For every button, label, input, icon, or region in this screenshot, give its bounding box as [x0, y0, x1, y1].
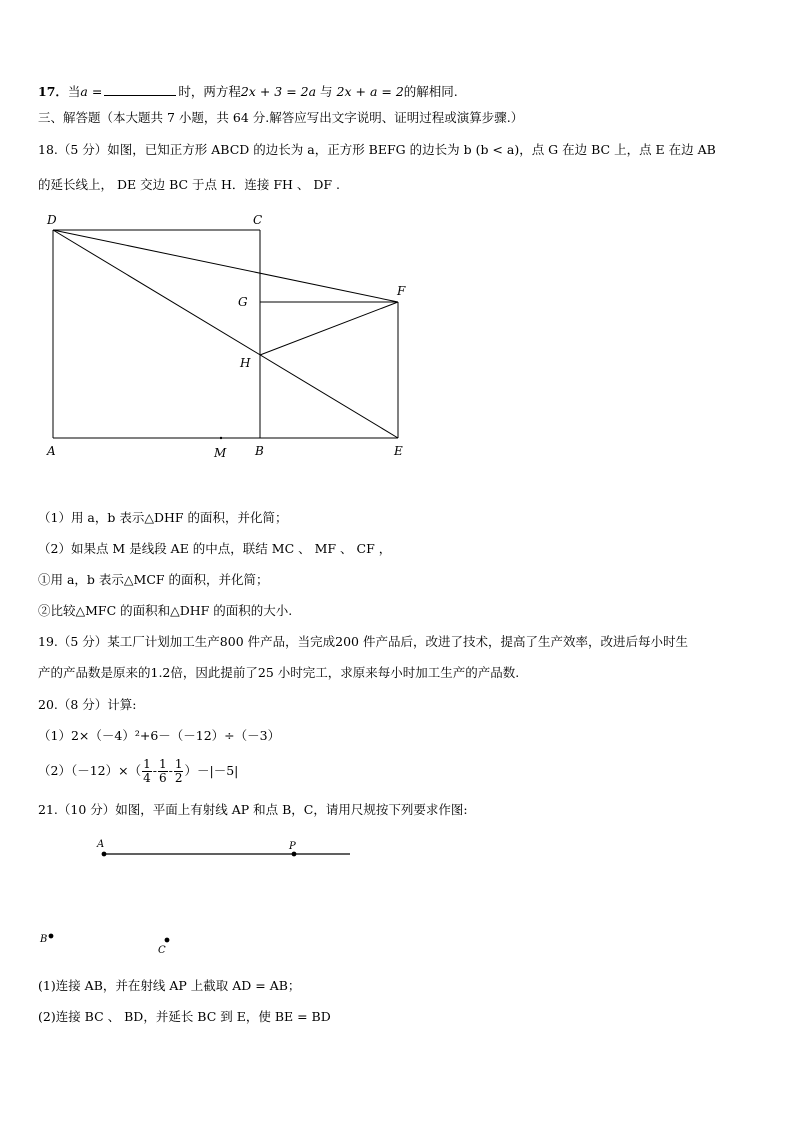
- label-E: E: [394, 444, 403, 458]
- q17-mid: 时，两方程: [178, 84, 241, 99]
- q19-text-line1: 19.（5 分）某工厂计划加工生产800 件产品，当完成200 件产品后，改进了技术，提高了生产效率，改进后每小时生: [38, 634, 688, 649]
- q21-text: 21.（10 分）如图，平面上有射线 AP 和点 B，C，请用尺规按下列要求作图:: [38, 802, 468, 817]
- label-C: C: [253, 213, 263, 227]
- q17-eq2: 2x + a = 2: [336, 84, 404, 99]
- q20-sub2-suffix: ）－|－5|: [184, 763, 239, 778]
- q21-figure: [0, 830, 794, 965]
- section-3-note: （本大题共 7 小题，共 64 分.解答应写出文字说明、证明过程或演算步骤.）: [100, 110, 524, 125]
- q18-sub2b: ②比较△MFC 的面积和△DHF 的面积的大小.: [38, 603, 293, 618]
- label-F: F: [397, 284, 406, 298]
- label-B2: B: [40, 934, 48, 945]
- label-D: D: [47, 213, 57, 227]
- segment-HF: [260, 302, 398, 355]
- q21-sub1: (1)连接 AB，并在射线 AP 上截取 AD = AB；: [38, 978, 301, 993]
- q17-suffix: 的解相同.: [403, 84, 458, 99]
- q18-figure: [0, 0, 794, 470]
- label-C2: C: [158, 945, 166, 956]
- label-A: A: [47, 444, 56, 458]
- fraction-3: $\frac{1}{2}$: [174, 757, 183, 785]
- fraction-2: $\frac{1}{6}$: [158, 757, 167, 785]
- fraction-1: $\frac{1}{4}$: [143, 757, 151, 785]
- label-H: H: [240, 356, 251, 370]
- point-B: [49, 934, 54, 939]
- q17-var: a =: [80, 84, 103, 99]
- q21-sub2: (2)连接 BC 、 BD，并延长 BC 到 E，使 BE = BD: [38, 1009, 331, 1024]
- q20-sub2: （2）（－12）×（ $\frac{1}{4}$ - $\frac{1}{6}$ - $\frac{1}{2}$ ）－|－5|: [38, 757, 239, 785]
- q18-sub1: （1）用 a，b 表示△DHF 的面积，并化简；: [38, 510, 288, 525]
- q18-text-line2: 的延长线上， DE 交边 BC 于点 H．连接 FH 、 DF .: [38, 177, 341, 192]
- label-M: M: [214, 446, 227, 460]
- q17-prefix: 当: [67, 84, 81, 99]
- segment-DE: [53, 230, 398, 438]
- point-C: [165, 938, 170, 943]
- q20-title: 20.（8 分）计算:: [38, 697, 137, 712]
- q20-sub1: （1）2×（－4）²+6－（－12）÷（－3）: [38, 728, 281, 743]
- label-P: P: [289, 841, 296, 852]
- label-G: G: [238, 295, 248, 309]
- label-B: B: [255, 444, 264, 458]
- q18-sub2: （2）如果点 M 是线段 AE 的中点，联结 MC 、 MF 、 CF ，: [38, 541, 392, 556]
- q20-sub2-prefix: （2）（－12）×（: [38, 763, 142, 778]
- point-P: [292, 852, 297, 857]
- q17-number: 17．: [38, 84, 68, 99]
- segment-DF: [53, 230, 398, 302]
- q18-text-line1: 18.（5 分）如图，已知正方形 ABCD 的边长为 a，正方形 BEFG 的边长为 b (b < a)，点 G 在边 BC 上，点 E 在边 AB: [38, 142, 716, 157]
- q19-text-line2: 产的产品数是原来的1.2倍，因此提前了25 小时完工，求原来每小时加工生产的产品数.: [38, 665, 520, 680]
- label-A2: A: [97, 839, 105, 850]
- q18-sub2a: ①用 a，b 表示△MCF 的面积，并化简；: [38, 572, 269, 587]
- section-3-label: 三、解答题: [38, 110, 101, 125]
- point-M: [220, 437, 222, 439]
- point-A: [102, 852, 107, 857]
- q17-eq1: 2x + 3 = 2a: [240, 84, 317, 99]
- q17-join: 与: [320, 84, 333, 99]
